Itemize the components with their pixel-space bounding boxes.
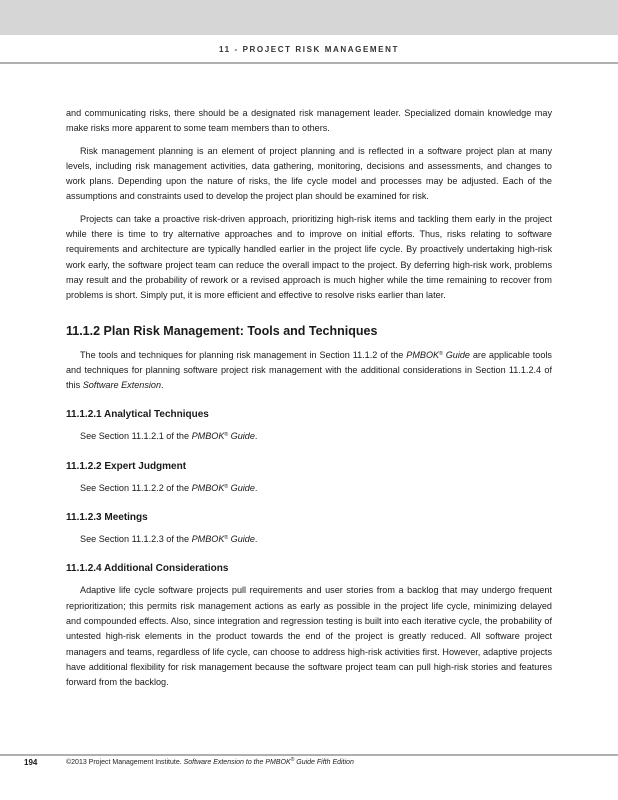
running-header: 11 - PROJECT RISK MANAGEMENT (219, 45, 399, 54)
section-intro: The tools and techniques for planning risk management in Section 11.1.2 of the PMBOK® Guide are applicable tools and techniques for planning software project risk management with the additional considerations in Section 11.1.2.4 of this Software Extension. (66, 349, 552, 391)
paragraph-continuation: and communicating risks, there should be a designated risk management leader. Specialized domain knowledge may make risks more apparent to some team members than to others. (66, 108, 552, 134)
header-divider (0, 62, 618, 64)
subsection-heading: 11.1.2.1 Analytical Techniques (66, 409, 209, 421)
cross-reference: See Section 11.1.2.3 of the PMBOK® Guide. (80, 534, 258, 545)
page-body (66, 106, 552, 697)
paragraph-proactive-approach: Projects can take a proactive risk-driven approach, prioritizing high-risk items and tackling them early in the project while there is time to try alternative approaches and to improve on initial efforts. Thus, risks relating to software requirements and architecture are typically handled earlier in the project life cycle. By proactively undertaking high-risk work early, the software project team can reduce the overall impact to the project. By deferring high-risk work, problems may result and the probability of rework or a revised approach is much higher while the time remaining to recover from problems is short. Simply put, it is more efficient and effective to resolve risks earlier than later. (66, 213, 552, 301)
header-band (0, 0, 618, 35)
subsection-heading: 11.1.2.2 Expert Judgment (66, 460, 187, 472)
section-heading: 11.1.2 Plan Risk Management: Tools and Techniques (66, 323, 378, 338)
paragraph-additional-considerations: Adaptive life cycle software projects pull requirements and user stories from a backlog that may undergo frequent reprioritization; this permits risk management actions as early as possible in the project life cycle, minimizing delayed and compounded effects. Also, since integration and regression testing is built into each iterative cycle, the probability of untested high-risk elements in the product towards the end of the project is greatly reduced. All software project managers and teams, regardless of life cycle, can choose to address high-risk activities first. However, adaptive projects have additional flexibility for risk management because the software project team can pull high-risk stories and features forward from the backlog. (66, 585, 552, 688)
page-number: 194 (24, 758, 38, 767)
footer-divider (0, 754, 618, 756)
footer-citation: ©2013 Project Management Institute. Software Extension to the PMBOK® Guide Fifth Edition (66, 757, 354, 766)
cross-reference: See Section 11.1.2.1 of the PMBOK® Guide. (80, 431, 258, 442)
subsection-heading: 11.1.2.4 Additional Considerations (66, 563, 229, 575)
paragraph-risk-planning: Risk management planning is an element of project planning and is reflected in a software project plan at many levels, including risk management activities, data gathering, monitoring, decisions and assessments, and changes to work plans. Depending upon the nature of risks, the life cycle model and processes may be adjusted. Each of the assumptions and constraints used to develop the project plan should be examined for risk. (66, 145, 552, 202)
subsection-heading: 11.1.2.3 Meetings (66, 512, 148, 524)
cross-reference: See Section 11.1.2.2 of the PMBOK® Guide. (80, 482, 258, 493)
